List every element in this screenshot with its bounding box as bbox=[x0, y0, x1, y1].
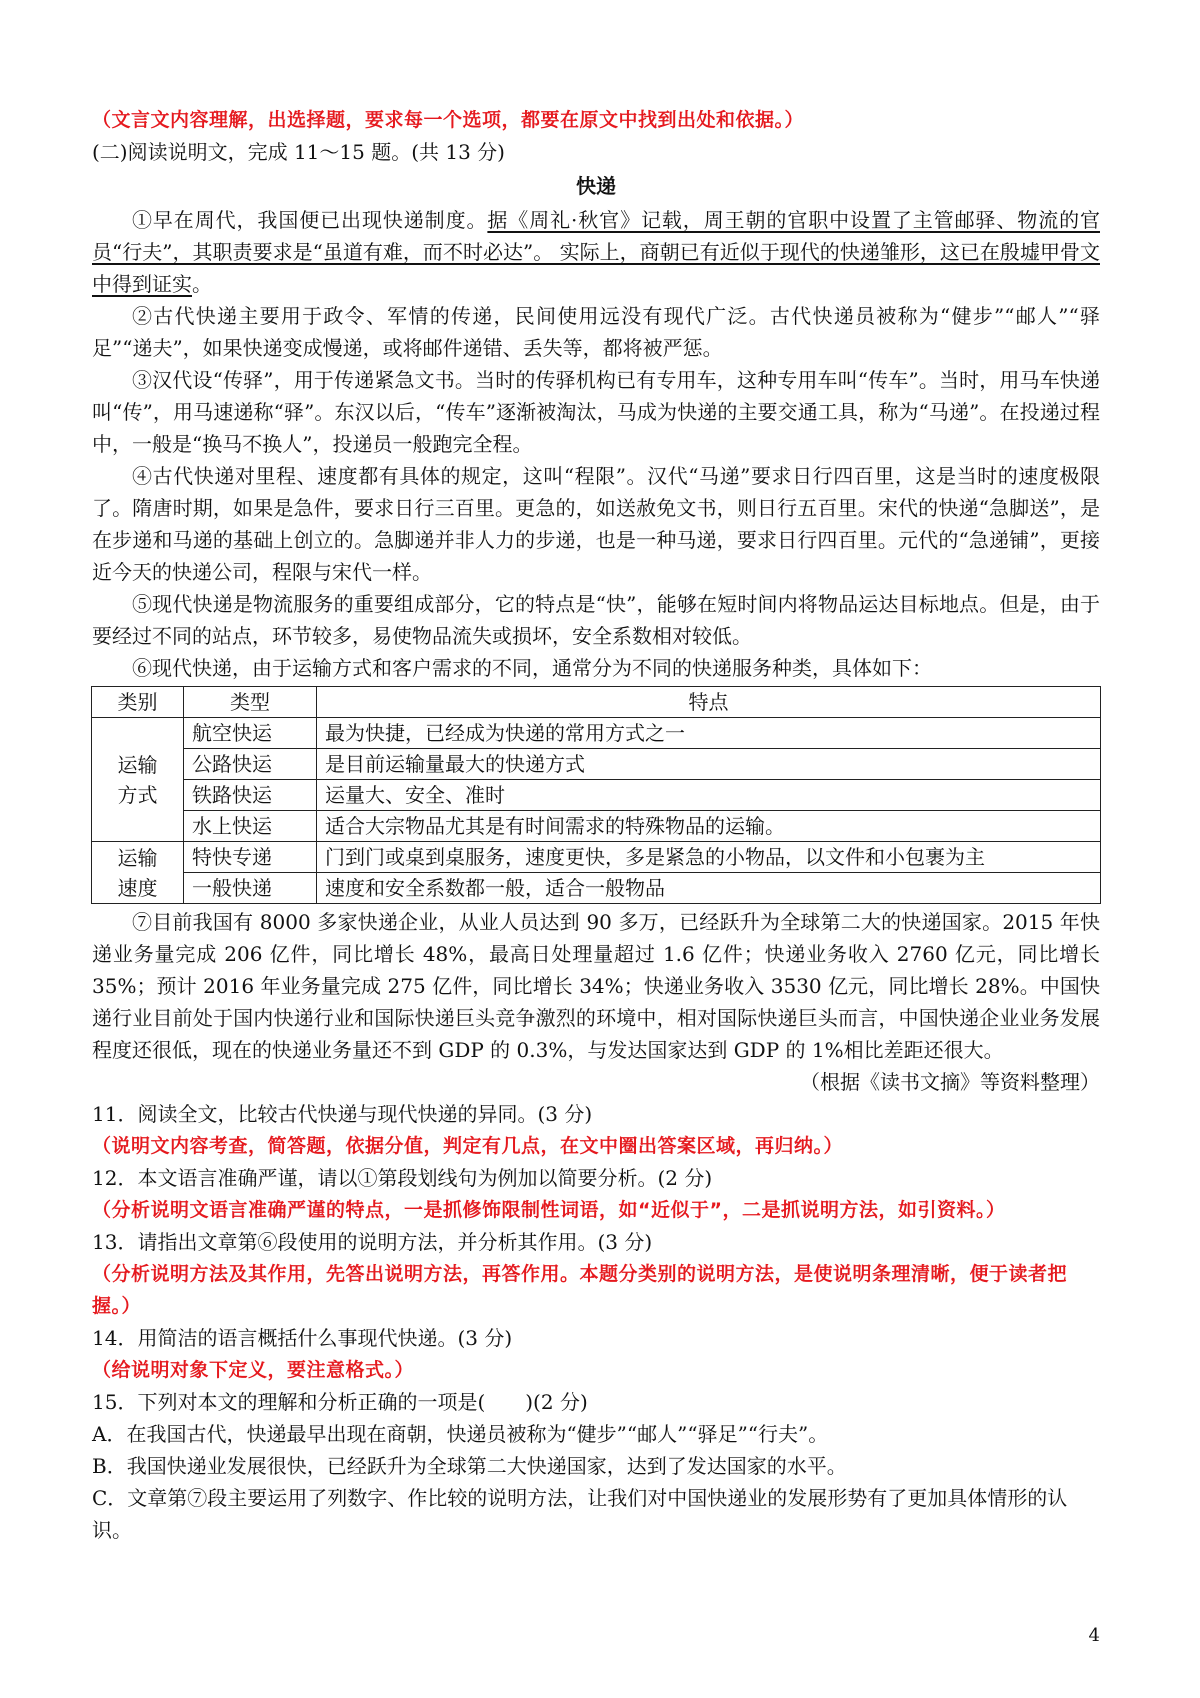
category-label: 运输 bbox=[117, 752, 158, 777]
table-cell-type: 水上快运 bbox=[184, 811, 317, 842]
table-row bbox=[92, 718, 1101, 749]
paragraph-4: ④古代快递对里程、速度都有具体的规定，这叫“程限”。汉代“马递”要求日行四百里，这是当时的速度极限了。隋唐时期，如果是急件，要求日行三百里。更急的，如送赦免文书，则日行五百里。宋代的快递“急脚送”，是在步递和马递的基础上创立的。急脚递并非人力的步递，也是一种马递，要求日行四百里。元代的“急递铺”，更接近今天的快递公司，程限与宋代一样。 bbox=[92, 464, 1100, 584]
table-cell-feature: 门到门或桌到桌服务，速度更快，多是紧急的小物品，以文件和小包裹为主 bbox=[317, 842, 1101, 873]
table-header: 类型 bbox=[184, 687, 317, 718]
paragraph-7: ⑦目前我国有 8000 多家快递企业，从业人员达到 90 多万，已经跃升为全球第二大的快递国家。2015 年快递业务量完成 206 亿件，同比增长 48%，最高日处理量超过 1.6 亿件；快递业务收入 2760 亿元，同比增长 35%；预计 2016 年业务量完成 275 亿件，同比增长 34%；快递业务收入 3530 亿元，同比增长 28%。中国快递行业目前处于国内快递行业和国际快递巨头竞争激烈的环境中，相对国际快递巨头而言，中国快递企业业务发展程度还很低，现在的快递业务量还不到 GDP 的 0.3%，与发达国家达到 GDP 的 1%相比差距还很大。 bbox=[92, 910, 1100, 1062]
option-a: A．在我国古代，快递最早出现在商朝，快递员被称为“健步”“邮人”“驿足”“行夫”。 bbox=[92, 1422, 829, 1446]
table-cell-type: 铁路快运 bbox=[184, 780, 317, 811]
table-cell-feature: 是目前运输量最大的快递方式 bbox=[317, 749, 1101, 780]
article-title: 快递 bbox=[576, 174, 616, 198]
option-b: B．我国快递业发展很快，已经跃升为全球第二大快递国家，达到了发达国家的水平。 bbox=[92, 1454, 847, 1478]
table-row bbox=[92, 749, 1101, 780]
category-label: 速度 bbox=[117, 875, 158, 900]
page-number: 4 bbox=[1088, 1625, 1100, 1646]
paragraph-2: ②古代快递主要用于政令、军情的传递，民间使用远没有现代广泛。古代快递员被称为“健步”“邮人”“驿足”“递夫”，如果快递变成慢递，或将邮件递错、丢失等，都将被严惩。 bbox=[92, 304, 1100, 360]
p1-underlined-sentence: 据《周礼·秋官》记载，周王朝的官职中设置了主管邮驿、物流的官员“行夫”，其职责要求是“虽道有难，而不时必达”。 实际上，商朝已有近似于现代的快递雏形，这已在殷墟甲骨文中得到证实 bbox=[92, 208, 1100, 296]
paragraph-1 bbox=[92, 204, 1100, 300]
question-12: 12．本文语言准确严谨，请以①第段划线句为例加以简要分析。(2 分) bbox=[92, 1166, 713, 1190]
table-cell-type: 航空快运 bbox=[184, 718, 317, 749]
question-14: 14．用简洁的语言概括什么事现代快递。(3 分) bbox=[92, 1326, 513, 1350]
paragraph-6: ⑥现代快递，由于运输方式和客户需求的不同，通常分为不同的快递服务种类，具体如下： bbox=[132, 656, 932, 680]
hint-top: （文言文内容理解，出选择题，要求每一个选项，都要在原文中找到出处和依据。） bbox=[92, 109, 805, 131]
table-row bbox=[92, 842, 1101, 873]
table-header-row bbox=[92, 687, 1101, 718]
source-note: （根据《读书文摘》等资料整理） bbox=[800, 1070, 1100, 1094]
category-transport-mode bbox=[92, 718, 184, 842]
table-cell-type: 公路快运 bbox=[184, 749, 317, 780]
p1-before: ①早在周代，我国便已出现快递制度。 bbox=[132, 208, 488, 232]
category-transport-speed bbox=[92, 842, 184, 904]
page bbox=[92, 104, 1100, 1546]
paragraph-3: ③汉代设“传驿”，用于传递紧急文书。当时的传驿机构已有专用车，这种专用车叫“传车”。当时，用马车快递叫“传”，用马速递称“驿”。东汉以后，“传车”逐渐被淘汰，马成为快递的主要交通工具，称为“马递”。在投递过程中，一般是“换马不换人”，投递员一般跑完全程。 bbox=[92, 368, 1100, 456]
hint-14: （给说明对象下定义，要注意格式。） bbox=[92, 1359, 415, 1381]
table-cell-feature: 最为快捷，已经成为快递的常用方式之一 bbox=[317, 718, 1101, 749]
question-13: 13．请指出文章第⑥段使用的说明方法，并分析其作用。(3 分) bbox=[92, 1230, 653, 1254]
table-row bbox=[92, 811, 1101, 842]
table-cell-type: 一般快递 bbox=[184, 873, 317, 904]
express-type-table bbox=[91, 686, 1101, 904]
table-header: 特点 bbox=[317, 687, 1101, 718]
hint-11: （说明文内容考查，简答题，依据分值，判定有几点，在文中圈出答案区域，再归纳。） bbox=[92, 1135, 844, 1157]
question-15: 15．下列对本文的理解和分析正确的一项是( )(2 分) bbox=[92, 1390, 588, 1414]
hint-13: （分析说明方法及其作用，先答出说明方法，再答作用。本题分类别的说明方法，是使说明条理清晰，便于读者把握。） bbox=[92, 1263, 1068, 1317]
table-cell-feature: 速度和安全系数都一般，适合一般物品 bbox=[317, 873, 1101, 904]
section-header: (二)阅读说明文，完成 11～15 题。(共 13 分) bbox=[92, 140, 505, 164]
table-cell-type: 特快专递 bbox=[184, 842, 317, 873]
table-row bbox=[92, 780, 1101, 811]
category-label: 方式 bbox=[117, 782, 158, 807]
table-header: 类别 bbox=[92, 687, 184, 718]
table-cell-feature: 适合大宗物品尤其是有时间需求的特殊物品的运输。 bbox=[317, 811, 1101, 842]
p1-after: 。 bbox=[192, 272, 212, 296]
paragraph-5: ⑤现代快递是物流服务的重要组成部分，它的特点是“快”，能够在短时间内将物品运达目标地点。但是，由于要经过不同的站点，环节较多，易使物品流失或损坏，安全系数相对较低。 bbox=[92, 592, 1100, 648]
question-11: 11．阅读全文，比较古代快递与现代快递的异同。(3 分) bbox=[92, 1102, 593, 1126]
option-c: C．文章第⑦段主要运用了列数字、作比较的说明方法，让我们对中国快递业的发展形势有了更加具体情形的认识。 bbox=[92, 1486, 1068, 1542]
table-cell-feature: 运量大、安全、准时 bbox=[317, 780, 1101, 811]
hint-12: （分析说明文语言准确严谨的特点，一是抓修饰限制性词语，如“近似于”，二是抓说明方法，如引资料。） bbox=[92, 1199, 1006, 1221]
category-label: 运输 bbox=[117, 845, 158, 870]
table-row bbox=[92, 873, 1101, 904]
